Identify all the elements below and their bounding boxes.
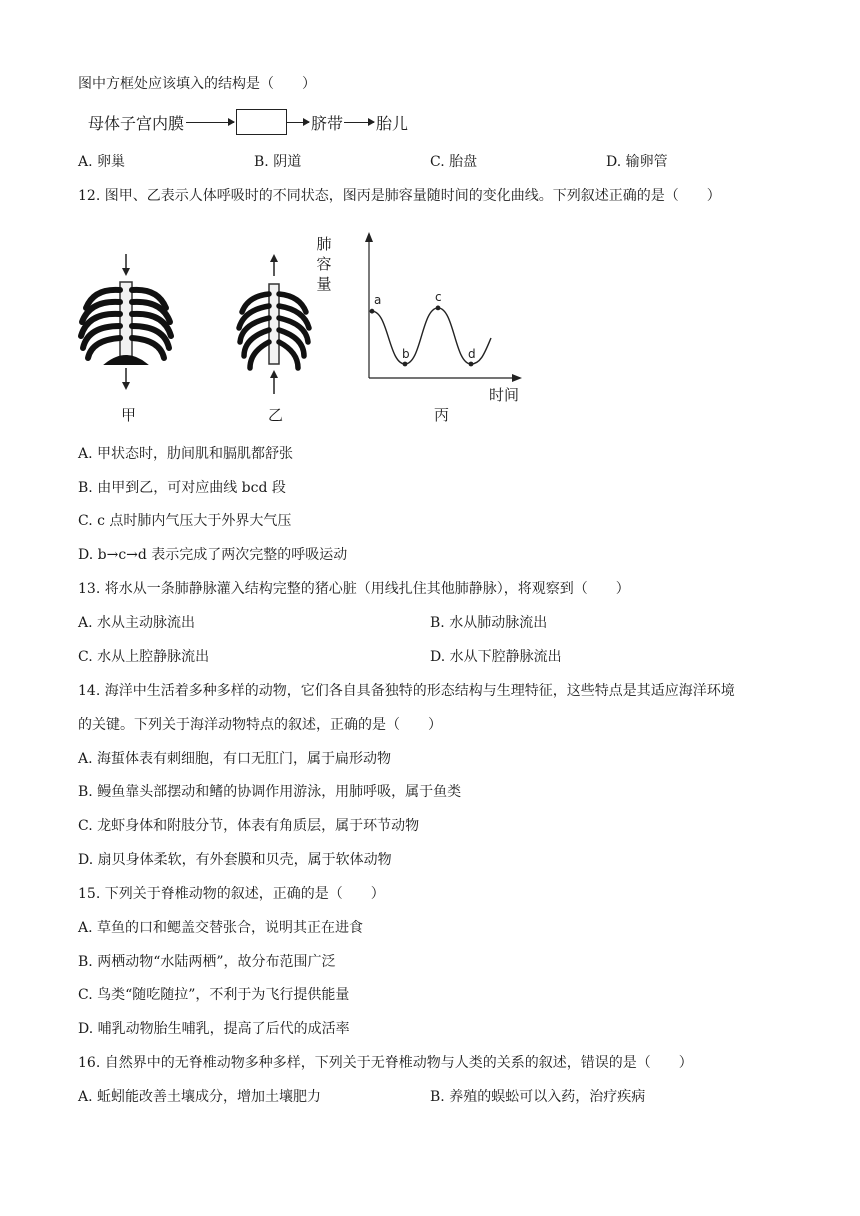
x-axis-arrow-icon (512, 374, 522, 382)
q11-option-b[interactable]: B. 阴道 (254, 154, 302, 170)
chart-x-label: 时间 (489, 386, 520, 404)
ribcage-icon (81, 282, 171, 364)
q13-stem: 13. 将水从一条肺静脉灌入结构完整的猪心脏（用线扎住其他肺静脉），将观察到（ ） (78, 581, 630, 597)
curve-point-label-c: c (435, 289, 442, 304)
curve-point-label-a: a (374, 293, 382, 308)
flow-arrow (186, 122, 234, 123)
q15-option-c[interactable]: C. 鸟类“随吃随拉”，不利于为飞行提供能量 (78, 987, 350, 1003)
curve-point-label-d: d (468, 347, 476, 361)
q13-option-a[interactable]: A. 水从主动脉流出 (78, 615, 196, 631)
q12-option-b[interactable]: B. 由甲到乙，可对应曲线 bcd 段 (78, 480, 286, 496)
q13-option-c[interactable]: C. 水从上腔静脉流出 (78, 649, 210, 665)
up-arrow-icon (270, 370, 278, 394)
ribcage-icon (239, 284, 309, 368)
q15-option-b[interactable]: B. 两栖动物“水陆两栖”，故分布范围广泛 (78, 954, 336, 970)
q14-option-c[interactable]: C. 龙虾身体和附肢分节，体表有角质层，属于环节动物 (78, 818, 420, 834)
figure-label-bing: 丙 (434, 406, 450, 424)
flow-blank-box (236, 109, 287, 135)
flow-arrow (344, 122, 374, 123)
q11-flow-diagram (88, 108, 428, 136)
q12-stem: 12. 图甲、乙表示人体呼吸时的不同状态，图丙是肺容量随时间的变化曲线。下列叙述正确的是（ ） (78, 188, 721, 204)
curve-point-label-b: b (402, 347, 410, 361)
q13-option-b[interactable]: B. 水从肺动脉流出 (430, 615, 548, 631)
q12-option-c[interactable]: C. c 点时肺内气压大于外界大气压 (78, 513, 292, 529)
q14-option-b[interactable]: B. 鳗鱼靠头部摆动和鳍的协调作用游泳，用肺呼吸，属于鱼类 (78, 784, 462, 800)
down-arrow-icon (122, 368, 130, 390)
q16-option-b[interactable]: B. 养殖的蜈蚣可以入药，治疗疾病 (430, 1089, 646, 1105)
flow-end-label: 胎儿 (376, 114, 409, 133)
ribcage-jia-figure (76, 250, 176, 400)
q15-option-a[interactable]: A. 草鱼的口和鳃盖交替张合，说明其正在进食 (78, 920, 364, 936)
flow-start-label: 母体子宫内膜 (88, 114, 185, 133)
curve-point-c (436, 306, 441, 311)
q15-option-d[interactable]: D. 哺乳动物胎生哺乳，提高了后代的成活率 (78, 1021, 350, 1037)
curve-point-b (403, 362, 408, 367)
q16-option-a[interactable]: A. 蚯蚓能改善土壤成分，增加土壤肥力 (78, 1089, 322, 1105)
q14-option-a[interactable]: A. 海蜇体表有刺细胞，有口无肛门，属于扁形动物 (78, 751, 392, 767)
down-arrow-icon (122, 254, 130, 276)
q11-option-c[interactable]: C. 胎盘 (430, 154, 478, 170)
q13-option-d[interactable]: D. 水从下腔静脉流出 (430, 649, 562, 665)
q11-stem: 图中方框处应该填入的结构是（ ） (78, 76, 316, 92)
q12-option-a[interactable]: A. 甲状态时，肋间肌和膈肌都舒张 (78, 446, 294, 462)
flow-mid-label: 脐带 (311, 114, 344, 133)
up-arrow-icon (270, 254, 278, 276)
lung-capacity-chart (336, 228, 536, 404)
figure-label-jia: 甲 (121, 406, 137, 424)
flow-arrow (287, 122, 309, 123)
y-axis-arrow-icon (365, 232, 373, 242)
ribcage-yi-figure (232, 250, 318, 400)
curve-point-a (370, 309, 375, 314)
q14-option-d[interactable]: D. 扇贝身体柔软，有外套膜和贝壳，属于软体动物 (78, 852, 392, 868)
q14-stem-line1: 14. 海洋中生活着多种多样的动物，它们各自具备独特的形态结构与生理特征，这些特点是其适应海洋环境 (78, 683, 735, 699)
q12-option-d[interactable]: D. b→c→d 表示完成了两次完整的呼吸运动 (78, 547, 348, 563)
q11-option-a[interactable]: A. 卵巢 (78, 154, 126, 170)
q14-stem-line2: 的关键。下列关于海洋动物特点的叙述，正确的是（ ） (78, 717, 442, 733)
q16-stem: 16. 自然界中的无脊椎动物多种多样，下列关于无脊椎动物与人类的关系的叙述，错误的是（ ） (78, 1055, 693, 1071)
curve-point-d (469, 362, 474, 367)
q15-stem: 15. 下列关于脊椎动物的叙述，正确的是（ ） (78, 886, 385, 902)
chart-y-label: 肺容量 (316, 235, 332, 293)
q11-option-d[interactable]: D. 输卵管 (606, 154, 668, 170)
figure-label-yi: 乙 (268, 406, 284, 424)
